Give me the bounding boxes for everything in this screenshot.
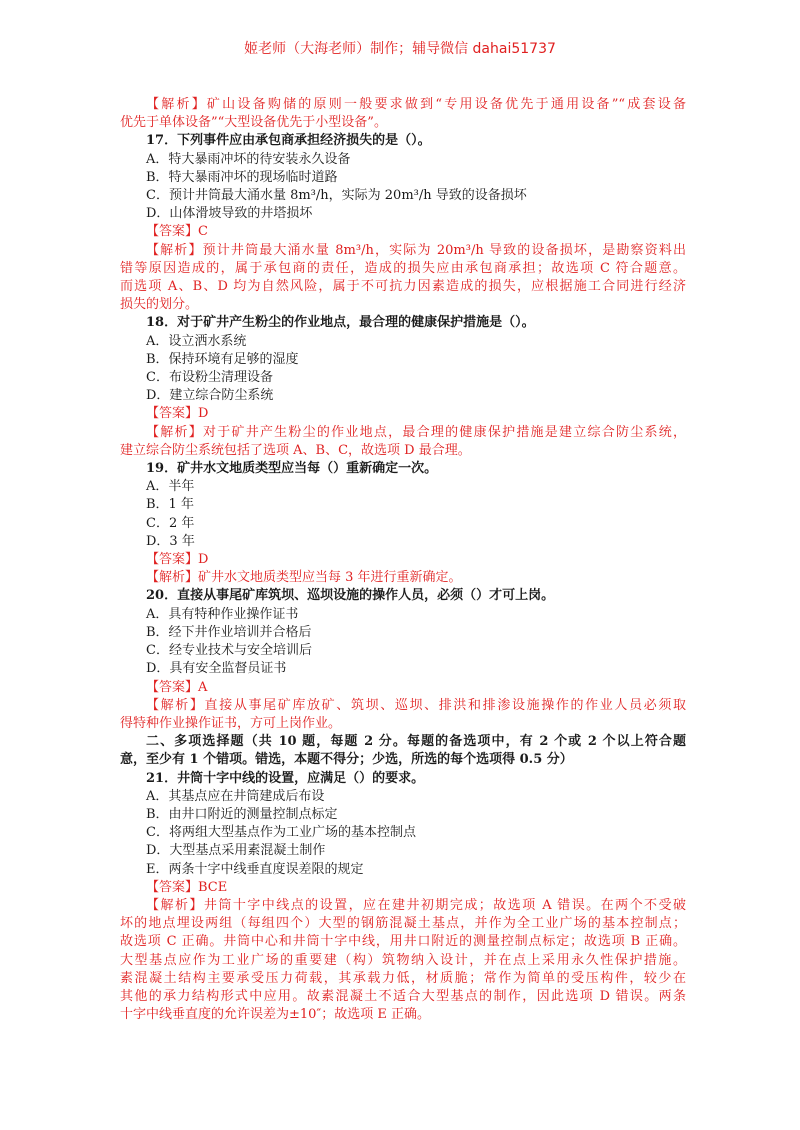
- analysis-line: 素混凝土结构主要承受压力荷载，其承载力低，材质脆；常作为简单的受压构件，较少在: [120, 970, 686, 986]
- analysis-line: 其他的承力结构形式中应用。故素混凝土不适合大型基点的制作，因此选项 D 错误。两条: [120, 988, 686, 1004]
- option-d: D．大型基点采用素混凝土制作: [146, 843, 326, 859]
- section-heading: 二、多项选择题（共 10 题，每题 2 分。每题的备选项中，有 2 个或 2 个以上符合题: [146, 734, 686, 750]
- analysis-line: 【解析】矿井水文地质类型应当每 3 年进行重新确定。: [146, 570, 462, 586]
- option-b: B．由井口附近的测量控制点标定: [146, 806, 338, 822]
- option-d: D．建立综合防尘系统: [146, 388, 274, 404]
- analysis-line: 优先于单体设备”“大型设备优先于小型设备”。: [120, 115, 387, 131]
- option-c: C．2 年: [146, 515, 195, 531]
- option-b: B．经下井作业培训并合格后: [146, 624, 312, 640]
- question-18: 18．对于矿井产生粉尘的作业地点，最合理的健康保护措施是（）。: [146, 315, 535, 331]
- answer-19: 【答案】D: [146, 552, 209, 568]
- question-17: 17．下列事件应由承包商承担经济损失的是（）。: [146, 133, 431, 149]
- analysis-line: 错等原因造成的，属于承包商的责任，造成的损失应由承包商承担；故选项 C 符合题意。: [120, 260, 686, 276]
- option-a: A．半年: [146, 479, 195, 495]
- option-e: E．两条十字中线垂直度误差限的规定: [146, 861, 364, 877]
- option-b: B．特大暴雨冲坏的现场临时道路: [146, 169, 338, 185]
- answer-18: 【答案】D: [146, 406, 209, 422]
- analysis-line: 损失的划分。: [120, 297, 199, 313]
- option-c: C．预计井筒最大涌水量 8m³/h，实际为 20m³/h 导致的设备损坏: [146, 188, 527, 204]
- analysis-line: 【解析】直接从事尾矿库放矿、筑坝、巡坝、排洪和排渗设施操作的作业人员必须取: [146, 697, 686, 713]
- analysis-line: 【解析】预计井筒最大涌水量 8m³/h，实际为 20m³/h 导致的设备损坏，是勘察资料出: [146, 242, 686, 258]
- analysis-line: 建立综合防尘系统包括了选项 A、B、C，故选项 D 最合理。: [120, 442, 471, 458]
- section-heading: 意，至少有 1 个错项。错选，本题不得分；少选，所选的每个选项得 0.5 分）: [120, 752, 573, 768]
- analysis-line: 【解析】对于矿井产生粉尘的作业地点，最合理的健康保护措施是建立综合防尘系统，: [146, 424, 686, 440]
- option-b: B．1 年: [146, 497, 194, 513]
- option-c: C．经专业技术与安全培训后: [146, 643, 312, 659]
- option-c: C．将两组大型基点作为工业广场的基本控制点: [146, 825, 416, 841]
- document-body: [120, 96, 686, 1024]
- analysis-line: 故选项 C 正确。井筒中心和井筒十字中线，用井口附近的测量控制点标定；故选项 B 正确。: [120, 934, 686, 950]
- question-20: 20．直接从事尾矿库筑坝、巡坝设施的操作人员，必须（）才可上岗。: [146, 588, 555, 604]
- option-d: D．3 年: [146, 533, 195, 549]
- analysis-line: 【解析】井筒十字中线点的设置，应在建井初期完成；故选项 A 错误。在两个不受破: [146, 897, 686, 913]
- option-a: A．特大暴雨冲坏的待安装永久设备: [146, 151, 351, 167]
- option-a: A．具有特种作业操作证书: [146, 606, 299, 622]
- question-21: 21．井筒十字中线的设置，应满足（）的要求。: [146, 770, 425, 786]
- option-a: A．其基点应在井筒建成后布设: [146, 788, 325, 804]
- option-d: D．具有安全监督员证书: [146, 661, 287, 677]
- answer-21: 【答案】BCE: [146, 879, 228, 895]
- analysis-line: 大型基点应作为工业广场的重要建（构）筑物纳入设计，并在点上采用永久性保护措施。: [120, 952, 686, 968]
- analysis-line: 得特种作业操作证书，方可上岗作业。: [120, 715, 342, 731]
- analysis-line: 十字中线垂直度的允许误差为±10″；故选项 E 正确。: [120, 1007, 431, 1023]
- option-c: C．布设粉尘清理设备: [146, 370, 273, 386]
- option-d: D．山体滑坡导致的井塔损坏: [146, 206, 313, 222]
- analysis-line: 坏的地点埋设两组（每组四个）大型的钢筋混凝土基点，并作为全工业广场的基本控制点；: [120, 916, 686, 932]
- analysis-line: 【解析】矿山设备购储的原则一般要求做到“专用设备优先于通用设备”“成套设备: [146, 97, 686, 112]
- answer-17: 【答案】C: [146, 224, 208, 240]
- option-a: A．设立洒水系统: [146, 333, 247, 349]
- option-b: B．保持环境有足够的湿度: [146, 351, 299, 367]
- answer-20: 【答案】A: [146, 679, 208, 695]
- page-header: 姬老师（大海老师）制作；辅导微信 dahai51737: [244, 41, 556, 57]
- analysis-line: 而选项 A、B、D 均为自然风险，属于不可抗力因素造成的损失，应根据施工合同进行经济: [120, 279, 686, 295]
- question-19: 19．矿井水文地质类型应当每（）重新确定一次。: [146, 461, 438, 477]
